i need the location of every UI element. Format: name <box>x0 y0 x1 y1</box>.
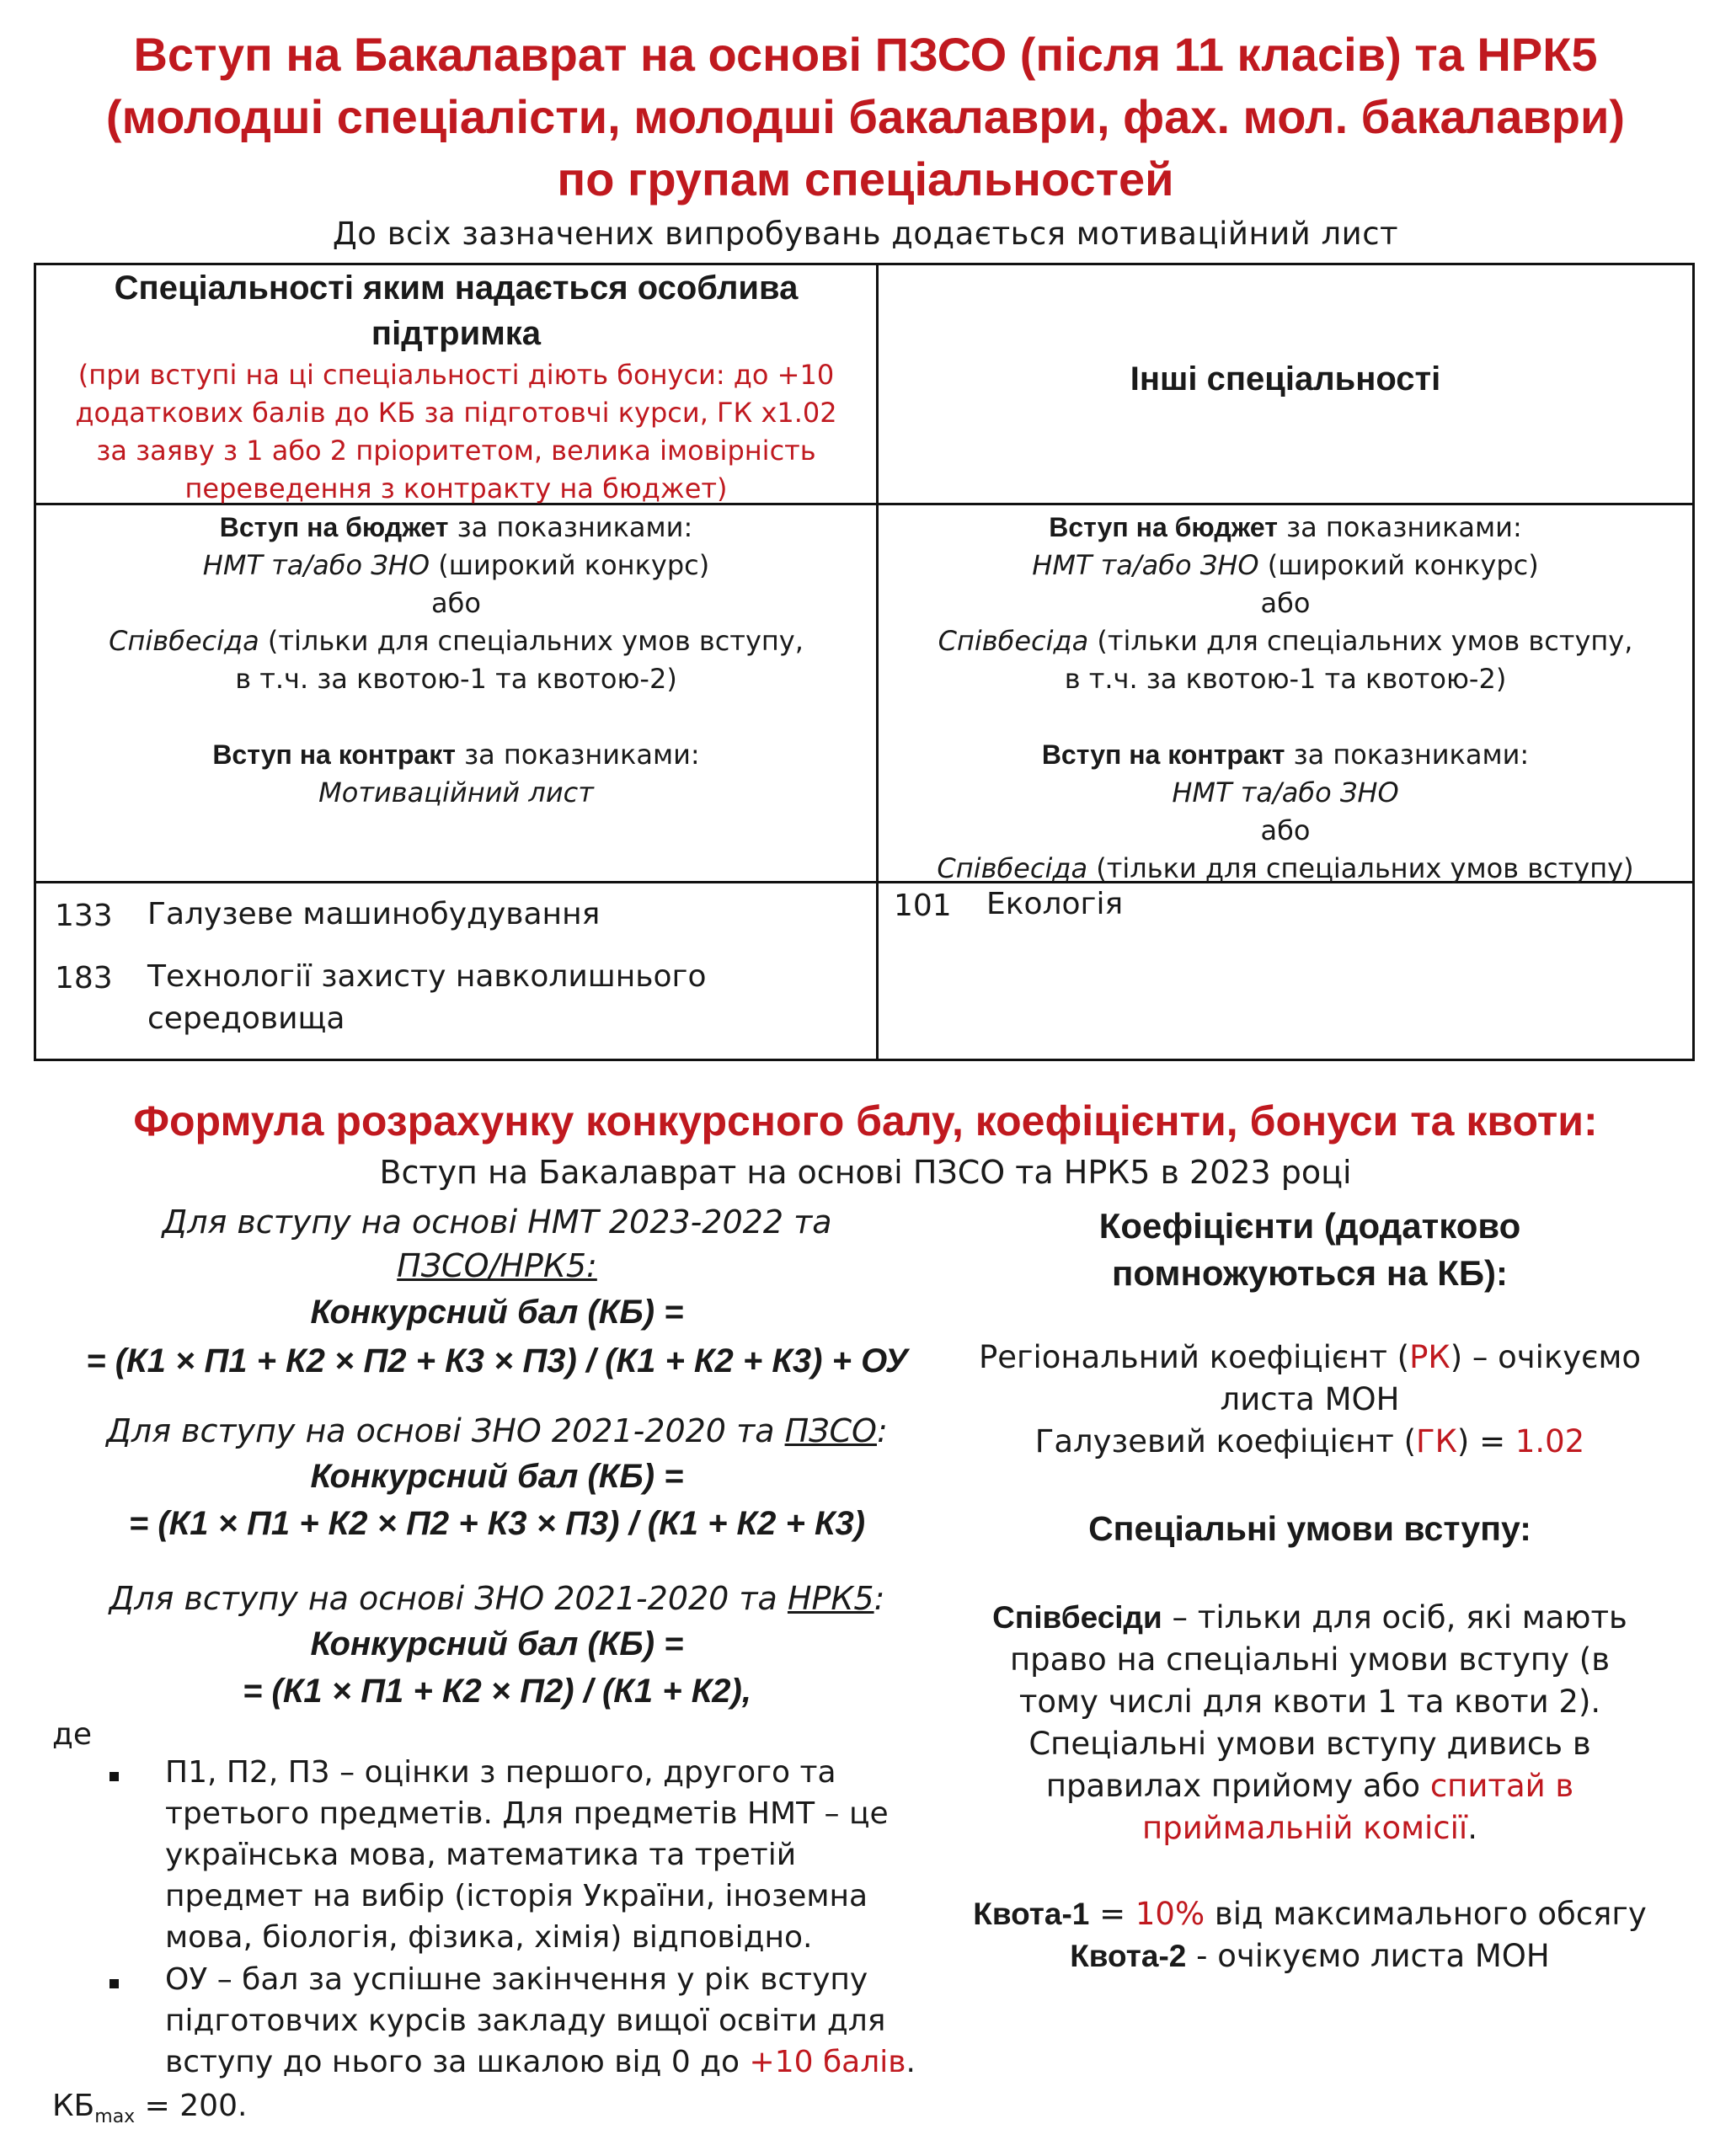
left-header-note-line-2: додаткових балів до КБ за підготовчі курси, ГК х1.02 <box>75 397 837 429</box>
specialty-name-line-2: середовища <box>147 1001 345 1036</box>
specialty-name: Екологія <box>986 887 1124 921</box>
special-conditions-text: Співбесіди – тільки для осіб, які мають право на спеціальні умови вступу (в тому числі для квоти 1 та квоти 2). Спеціальні умови вступу дивись в правилах прийому або спитай в приймальній комісії. <box>992 1599 1627 1846</box>
formula-zno-pzso: = (К1 × П1 + К2 × П2 + К3 × П3) / (К1 + К2 + К3) <box>128 1505 866 1542</box>
contract-label: Вступ на контракт <box>212 739 456 770</box>
rk-label: РК <box>1409 1339 1451 1375</box>
formula-section-title: Формула розрахунку конкурсного балу, коефіцієнти, бонуси та квоти: <box>133 1097 1598 1145</box>
where-label: де <box>52 1717 93 1752</box>
formula-block-zno-pzso: Для вступу на основі ЗНО 2021-2020 та ПЗСО: Конкурсний бал (КБ) = = (К1 × П1 + К2 × П2 + К3 × П3) / (К1 + К2 + К3) <box>34 1409 960 1547</box>
page-subtitle: До всіх зазначених випробувань додається мотиваційний лист <box>332 216 1399 252</box>
right-header-title: Інші спеціальності <box>1130 360 1441 398</box>
right-admission-rules: Вступ на бюджет за показниками: НМТ та/або ЗНО (широкий конкурс) або Співбесіда (тільки для спеціальних умов вступу, в т.ч. за квотою-1 та квотою-2) Вступ на контракт за показниками: НМТ та/або ЗНО або Співбесіда (тільки для спеціальних умов вступу) <box>937 511 1634 884</box>
right-header-cell <box>879 356 1692 402</box>
formula-zno-nrk5: = (К1 × П1 + К2 × П2) / (К1 + К2), <box>243 1673 751 1710</box>
left-header-title-line-1: Спеціальності яким надається особлива <box>114 270 799 307</box>
specialty-name: Галузеве машинобудування <box>147 897 601 931</box>
specialty-name: Технології захисту навколишнього <box>147 959 707 994</box>
left-header-note-line-4: переведення з контракту на бюджет) <box>184 472 728 504</box>
bullet-icon <box>110 1979 119 1988</box>
formula-block-zno-nrk5: Для вступу на основі ЗНО 2021-2020 та НРК5: Конкурсний бал (КБ) = = (К1 × П1 + К2 × П2) / (К1 + К2), <box>34 1577 960 1715</box>
special-conditions-title: Спеціальні умови вступу: <box>1088 1509 1531 1548</box>
specialty-code: 133 <box>55 899 113 933</box>
bullet-item-courses: ОУ – бал за успішне закінчення у рік вступу підготовчих курсів закладу вищої освіти для вступу до нього за шкалою від 0 до +10 балів. <box>165 1962 916 2079</box>
left-header-cell <box>36 265 876 503</box>
left-header-note-line-1: (при вступі на ці спеціальності діють бонуси: до +10 <box>77 359 835 391</box>
coefficients-title: Коефіцієнти (додатково помножуються на КБ): <box>1098 1206 1521 1293</box>
specialties-table <box>34 263 1695 1061</box>
coefficients-list: Регіональний коефіцієнт (РК) – очікуємо листа МОН Галузевий коефіцієнт (ГК) = 1.02 <box>978 1339 1642 1460</box>
formula-nmt: = (К1 × П1 + К2 × П2 + К3 × П3) / (К1 + К2 + К3) + ОУ <box>86 1342 908 1380</box>
title-line-3: по групам спеціальностей <box>557 152 1174 205</box>
specialty-code: 101 <box>894 889 952 923</box>
formula-block-nmt: Для вступу на основі НМТ 2023-2022 та ПЗСО/НРК5: Конкурсний бал (КБ) = = (К1 × П1 + К2 × П2 + К3 × П3) / (К1 + К2 + К3) + ОУ <box>34 1200 960 1385</box>
gk-value: 1.02 <box>1515 1423 1585 1460</box>
specialty-code: 183 <box>55 961 113 995</box>
budget-label: Вступ на бюджет <box>1049 512 1278 542</box>
quota-info: Квота-1 = 10% від максимального обсягу Квота-2 - очікуємо листа МОН <box>973 1896 1647 1974</box>
left-admission-rules: Вступ на бюджет за показниками: НМТ та/або ЗНО (широкий конкурс) або Співбесіда (тільки для спеціальних умов вступу, в т.ч. за квотою-1 та квотою-2) Вступ на контракт за показниками: Мотиваційний лист <box>109 511 804 808</box>
page-title <box>0 24 1731 211</box>
bullet-item-grades: П1, П2, П3 – оцінки з першого, другого та третього предметів. Для предметів НМТ – це українська мова, математика та третій предмет на вибір (історія України, іноземна мова, біологія, фізика, хімія) відповідно. <box>165 1755 889 1955</box>
budget-label: Вступ на бюджет <box>219 512 449 542</box>
left-header-title-line-2: підтримка <box>371 315 542 352</box>
quota-1-value: 10% <box>1135 1896 1205 1932</box>
left-header-note-line-3: за заяву з 1 або 2 пріоритетом, велика імовірність <box>96 435 816 467</box>
kb-max: $КБ_{max} = 200$. <box>52 2089 248 2128</box>
title-line-1: Вступ на Бакалаврат на основі ПЗСО (після 11 класів) та НРК5 <box>133 28 1598 81</box>
gk-label: ГК <box>1416 1423 1457 1460</box>
title-line-2: (молодші спеціалісти, молодші бакалаври, фах. мол. бакалаври) <box>105 90 1626 143</box>
bullet-icon <box>110 1772 119 1781</box>
formula-section-subtitle: Вступ на Бакалаврат на основі ПЗСО та НРК5 в 2023 році <box>379 1154 1352 1191</box>
contract-label: Вступ на контракт <box>1041 739 1285 770</box>
